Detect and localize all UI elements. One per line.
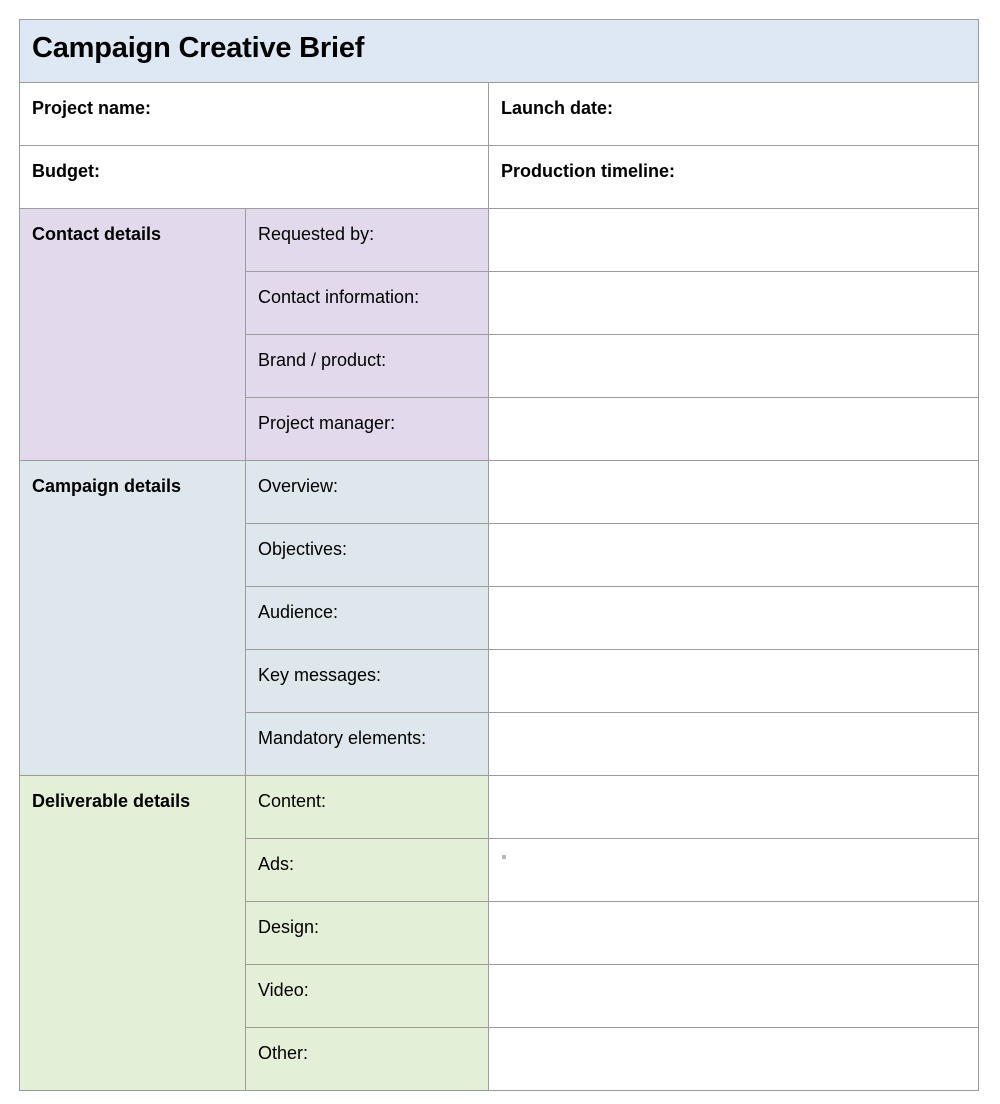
field-label-text: Audience: — [258, 602, 339, 622]
production-timeline-cell[interactable] — [489, 146, 979, 209]
field-value-video[interactable] — [489, 965, 979, 1028]
document-title-cell — [20, 20, 979, 83]
field-value-text — [489, 461, 978, 477]
field-label-text: Contact information: — [258, 287, 420, 307]
section-label-deliverable-details: Deliverable details — [32, 791, 191, 811]
field-value-design[interactable] — [489, 902, 979, 965]
section-label-contact-details: Contact details — [32, 224, 162, 244]
field-label-brand-product — [246, 335, 489, 398]
table-row — [20, 209, 979, 272]
field-label-text: Video: — [258, 980, 309, 1000]
field-label-design — [246, 902, 489, 965]
field-label-text: Ads: — [258, 854, 295, 874]
section-header-campaign-details — [20, 461, 246, 776]
document-header-row — [20, 20, 979, 83]
field-value-text — [489, 713, 978, 729]
field-label-text: Requested by: — [258, 224, 375, 244]
field-value-contact-information[interactable] — [489, 272, 979, 335]
field-label-text: Brand / product: — [258, 350, 387, 370]
field-value-key-messages[interactable] — [489, 650, 979, 713]
field-label-ads — [246, 839, 489, 902]
field-label-objectives — [246, 524, 489, 587]
launch-date-cell[interactable] — [489, 83, 979, 146]
table-row — [20, 146, 979, 209]
field-value-text — [489, 776, 978, 792]
field-label-content — [246, 776, 489, 839]
field-value-text — [489, 398, 978, 414]
field-label-mandatory-elements — [246, 713, 489, 776]
section-header-deliverable-details — [20, 776, 246, 1091]
field-label-overview — [246, 461, 489, 524]
field-value-objectives[interactable] — [489, 524, 979, 587]
field-label-other — [246, 1028, 489, 1091]
field-label-audience — [246, 587, 489, 650]
budget-label: Budget: — [32, 161, 100, 181]
field-value-project-manager[interactable] — [489, 398, 979, 461]
field-value-requested-by[interactable] — [489, 209, 979, 272]
field-label-text: Content: — [258, 791, 327, 811]
text-caret-icon — [502, 855, 506, 859]
budget-label-cell — [20, 146, 489, 209]
field-value-text — [489, 335, 978, 351]
launch-date-label: Launch date: — [501, 98, 614, 118]
field-value-text — [489, 839, 978, 855]
field-label-text: Key messages: — [258, 665, 382, 685]
field-value-mandatory-elements[interactable] — [489, 713, 979, 776]
field-value-text — [489, 1028, 978, 1044]
field-label-text: Project manager: — [258, 413, 396, 433]
field-label-key-messages — [246, 650, 489, 713]
field-value-text — [489, 650, 978, 666]
page-title: Campaign Creative Brief — [32, 32, 365, 64]
field-value-overview[interactable] — [489, 461, 979, 524]
field-label-requested-by — [246, 209, 489, 272]
field-label-video — [246, 965, 489, 1028]
section-header-contact-details — [20, 209, 246, 461]
field-value-brand-product[interactable] — [489, 335, 979, 398]
field-value-other[interactable] — [489, 1028, 979, 1091]
field-label-text: Objectives: — [258, 539, 348, 559]
field-label-contact-information — [246, 272, 489, 335]
section-label-campaign-details: Campaign details — [32, 476, 182, 496]
field-label-project-manager — [246, 398, 489, 461]
field-value-text — [489, 524, 978, 540]
field-label-text: Design: — [258, 917, 320, 937]
field-value-text — [489, 965, 978, 981]
field-value-ads[interactable] — [489, 839, 979, 902]
project-name-label: Project name: — [32, 98, 152, 118]
table-row — [20, 83, 979, 146]
production-timeline-label: Production timeline: — [501, 161, 676, 181]
project-name-label-cell — [20, 83, 489, 146]
field-value-audience[interactable] — [489, 587, 979, 650]
field-value-text — [489, 209, 978, 225]
field-label-text: Mandatory elements: — [258, 728, 427, 748]
field-value-content[interactable] — [489, 776, 979, 839]
field-label-text: Overview: — [258, 476, 339, 496]
field-value-text — [489, 587, 978, 603]
campaign-creative-brief-table — [19, 19, 979, 1091]
field-value-text — [489, 902, 978, 918]
field-label-text: Other: — [258, 1043, 309, 1063]
field-value-text — [489, 272, 978, 288]
table-row — [20, 776, 979, 839]
table-row — [20, 461, 979, 524]
